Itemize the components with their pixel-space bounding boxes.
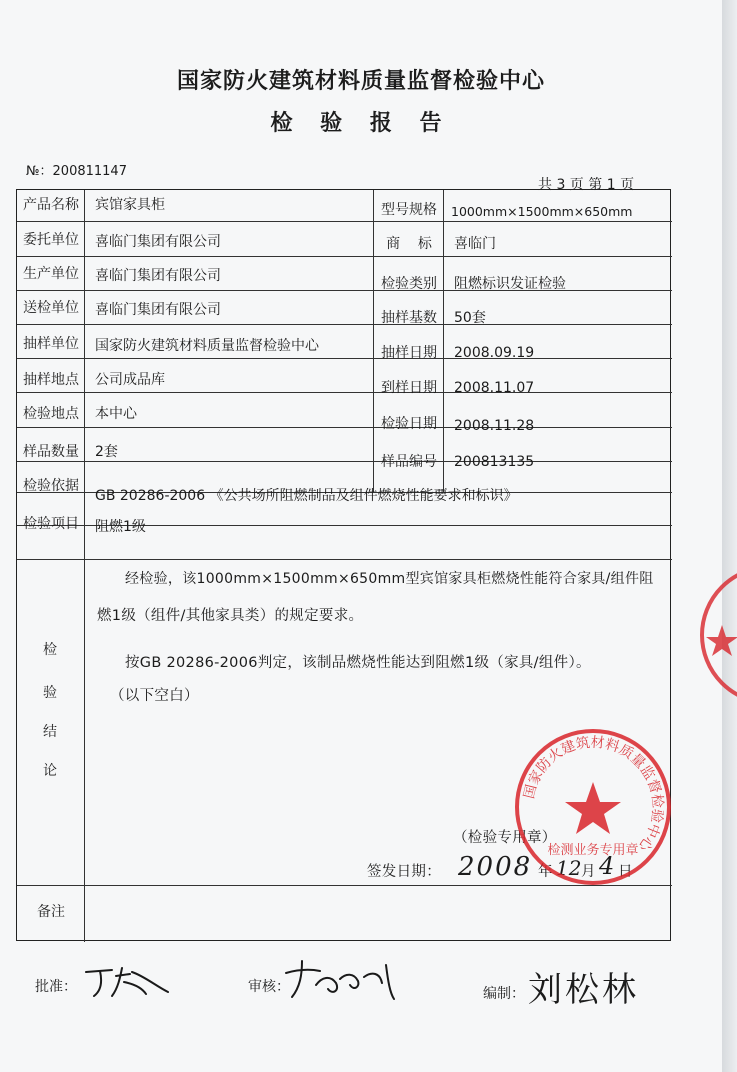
conclusion-label-2: 验 bbox=[43, 685, 57, 701]
sampling-place-value: 公司成品库 bbox=[95, 372, 165, 388]
compile-signature: 刘松林 bbox=[528, 970, 639, 1010]
sample-qty-label: 样品数量 bbox=[23, 444, 79, 460]
test-date-label: 检验日期 bbox=[381, 416, 437, 432]
conclusion-label-1: 检 bbox=[43, 642, 57, 658]
manufacturer-label: 生产单位 bbox=[23, 266, 79, 282]
remarks-label: 备注 bbox=[37, 904, 65, 920]
conclusion-line-2: 燃1级（组件/其他家具类）的规定要求。 bbox=[97, 608, 364, 624]
item-value: 阻燃1级 bbox=[95, 519, 146, 535]
issue-month: 12 bbox=[556, 856, 582, 880]
remarks-value bbox=[97, 895, 657, 935]
brand-label: 商 标 bbox=[386, 236, 432, 252]
edge-stamp bbox=[700, 545, 737, 725]
conclusion-line-3: 按GB 20286-2006判定，该制品燃烧性能达到阻燃1级（家具/组件）。 bbox=[125, 655, 591, 671]
sample-qty-value: 2套 bbox=[95, 444, 118, 460]
sampler-value: 国家防火建筑材料质量监督检验中心 bbox=[95, 338, 319, 354]
month-char: 月 bbox=[581, 864, 596, 880]
conclusion-line-4: （以下空白） bbox=[110, 688, 199, 704]
client-value: 喜临门集团有限公司 bbox=[95, 234, 221, 250]
report-number: №：200811147 bbox=[26, 164, 127, 179]
compile-label: 编制： bbox=[483, 986, 525, 1002]
approve-signature bbox=[82, 962, 182, 1002]
brand-value: 喜临门 bbox=[454, 236, 496, 252]
submitter-label: 送检单位 bbox=[23, 300, 79, 316]
page-edge bbox=[722, 0, 737, 1072]
issue-year: 2008 bbox=[458, 852, 533, 882]
review-label: 审核： bbox=[248, 979, 290, 995]
model-label: 型号规格 bbox=[381, 202, 437, 218]
product-name-value: 宾馆家具柜 bbox=[95, 197, 165, 213]
arrival-date-value: 2008.11.07 bbox=[454, 380, 535, 396]
test-date-value: 2008.11.28 bbox=[454, 418, 535, 434]
report-subtitle: 检 验 报 告 bbox=[270, 111, 452, 136]
sampling-place-label: 抽样地点 bbox=[23, 372, 79, 388]
product-name-label: 产品名称 bbox=[23, 197, 79, 213]
official-stamp bbox=[508, 722, 678, 892]
stamp-ring-text: 国家防火建筑材料质量监督检验中心 bbox=[521, 734, 666, 854]
item-label: 检验项目 bbox=[23, 516, 79, 532]
test-place-value: 本中心 bbox=[95, 406, 137, 422]
conclusion-label-3: 结 bbox=[43, 724, 57, 740]
stamp-center-text: 检测业务专用章 bbox=[547, 843, 639, 858]
conclusion-label-4: 论 bbox=[43, 763, 57, 779]
conclusion-line-1: 经检验，该1000mm×1500mm×650mm型宾馆家具柜燃烧性能符合家具/组件阻 bbox=[125, 571, 654, 587]
issue-date-label: 签发日期： bbox=[367, 864, 441, 880]
basis-value: GB 20286-2006 《公共场所阻燃制品及组件燃烧性能要求和标识》 bbox=[95, 488, 518, 504]
review-signature bbox=[280, 955, 420, 1005]
approve-label: 批准： bbox=[35, 979, 77, 995]
sample-no-value: 200813135 bbox=[454, 454, 535, 470]
sample-base-label: 抽样基数 bbox=[381, 310, 437, 326]
report-title: 国家防火建筑材料质量监督检验中心 bbox=[176, 69, 545, 94]
manufacturer-value: 喜临门集团有限公司 bbox=[95, 268, 221, 284]
sample-base-value: 50套 bbox=[454, 310, 486, 326]
test-place-label: 检验地点 bbox=[23, 406, 79, 422]
page-info: 共 3 页 第 1 页 bbox=[538, 177, 635, 193]
submitter-value: 喜临门集团有限公司 bbox=[95, 302, 221, 318]
day-char: 日 bbox=[618, 864, 633, 880]
model-value: 1000mm×1500mm×650mm bbox=[451, 204, 633, 219]
issue-day: 4 bbox=[599, 852, 615, 880]
inspection-type-value: 阻燃标识发证检验 bbox=[454, 276, 566, 292]
sampling-date-label: 抽样日期 bbox=[381, 345, 437, 361]
sample-no-label: 样品编号 bbox=[381, 454, 437, 470]
sampling-date-value: 2008.09.19 bbox=[454, 345, 535, 361]
sampler-label: 抽样单位 bbox=[23, 336, 79, 352]
arrival-date-label: 到样日期 bbox=[381, 380, 437, 396]
client-label: 委托单位 bbox=[23, 232, 79, 248]
inspection-type-label: 检验类别 bbox=[381, 276, 437, 292]
basis-label: 检验依据 bbox=[23, 478, 79, 494]
year-char: 年 bbox=[538, 864, 553, 880]
stamp-note: （检验专用章） bbox=[453, 830, 557, 846]
